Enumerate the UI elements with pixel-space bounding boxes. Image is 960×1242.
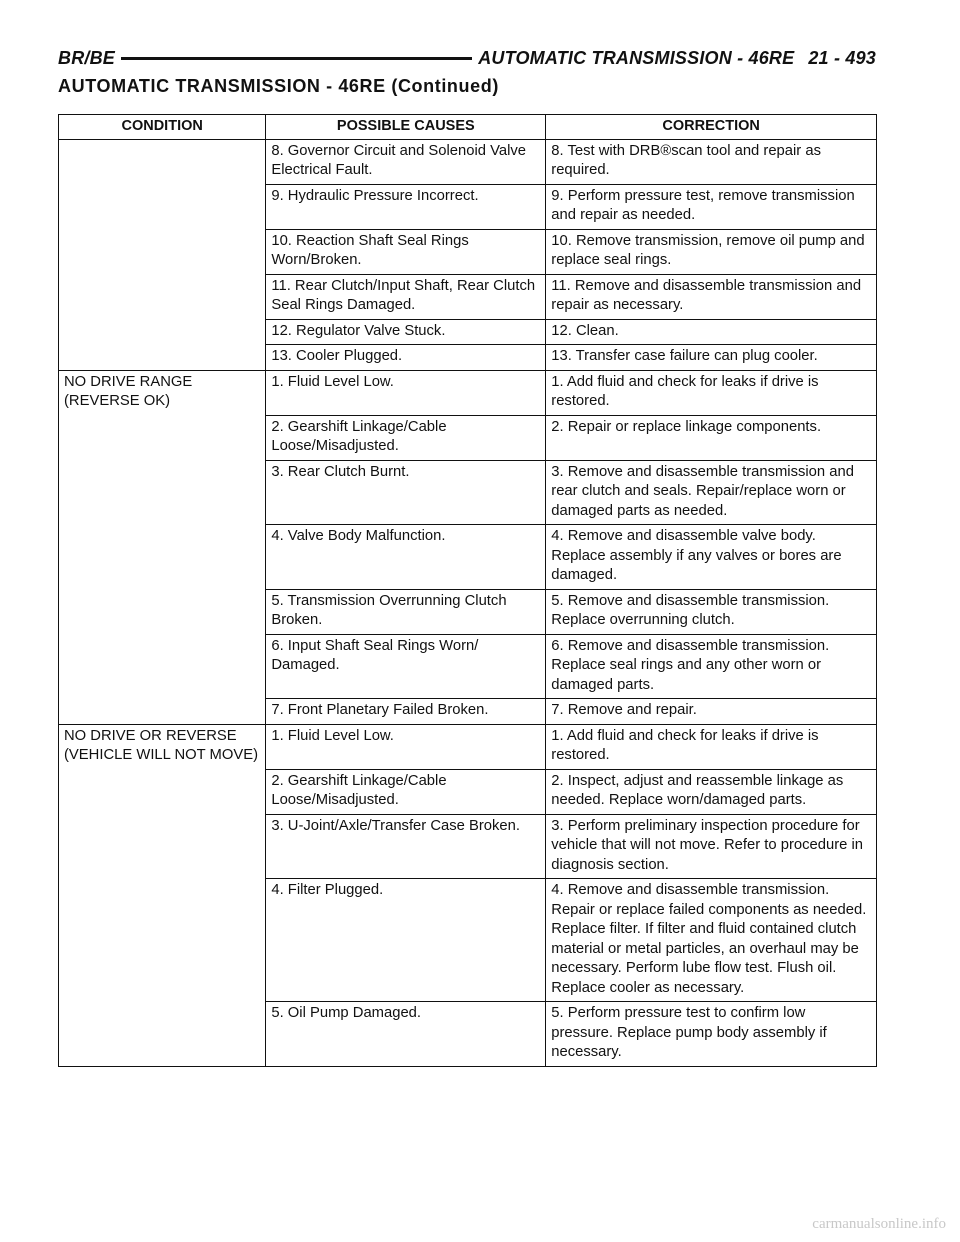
diagnosis-table (58, 114, 877, 1067)
correction-cell: 10. Remove transmission, remove oil pump and replace seal rings. (546, 229, 877, 274)
correction-cell: 5. Perform pressure test to confirm low pressure. Replace pump body assembly if necessary. (546, 1002, 877, 1067)
header-title: AUTOMATIC TRANSMISSION - 46RE (478, 47, 795, 68)
possible-cause-cell: 3. Rear Clutch Burnt. (266, 460, 546, 525)
correction-cell: 6. Remove and disassemble transmission. Replace seal rings and any other worn or damaged parts. (546, 634, 877, 699)
possible-cause-cell: 12. Regulator Valve Stuck. (266, 319, 546, 345)
possible-cause-cell: 1. Fluid Level Low. (266, 370, 546, 415)
correction-cell: 1. Add fluid and check for leaks if drive is restored. (546, 370, 877, 415)
column-header-possible-causes: POSSIBLE CAUSES (266, 115, 546, 140)
condition-cell (59, 139, 266, 370)
correction-cell: 2. Repair or replace linkage components. (546, 415, 877, 460)
correction-cell: 3. Perform preliminary inspection procedure for vehicle that will not move. Refer to procedure in diagnosis section. (546, 814, 877, 879)
possible-cause-cell: 5. Transmission Overrunning Clutch Broken. (266, 589, 546, 634)
header-right (478, 48, 876, 69)
page-header (58, 46, 876, 70)
possible-cause-cell: 3. U-Joint/Axle/Transfer Case Broken. (266, 814, 546, 879)
correction-cell: 9. Perform pressure test, remove transmission and repair as needed. (546, 184, 877, 229)
possible-cause-cell: 4. Filter Plugged. (266, 879, 546, 1002)
correction-cell: 1. Add fluid and check for leaks if drive is restored. (546, 724, 877, 769)
possible-cause-cell: 4. Valve Body Malfunction. (266, 525, 546, 590)
correction-cell: 7. Remove and repair. (546, 699, 877, 725)
possible-cause-cell: 6. Input Shaft Seal Rings Worn/ Damaged. (266, 634, 546, 699)
correction-cell: 8. Test with DRB®scan tool and repair as required. (546, 139, 877, 184)
condition-cell: NO DRIVE RANGE (REVERSE OK) (59, 370, 266, 724)
watermark: carmanualsonline.info (812, 1216, 946, 1232)
possible-cause-cell: 7. Front Planetary Failed Broken. (266, 699, 546, 725)
table-row (59, 370, 877, 415)
possible-cause-cell: 8. Governor Circuit and Solenoid Valve Electrical Fault. (266, 139, 546, 184)
correction-cell: 4. Remove and disassemble transmission. Repair or replace failed components as needed. Replace filter. If filter and fluid contained clutch material or metal particles, an overhaul may be necessary. Perform lube flow test. Flush oil. Replace cooler as necessary. (546, 879, 877, 1002)
correction-cell: 3. Remove and disassemble transmission and rear clutch and seals. Repair/replace worn or damaged parts as needed. (546, 460, 877, 525)
possible-cause-cell: 13. Cooler Plugged. (266, 345, 546, 371)
table-row (59, 139, 877, 184)
condition-cell: NO DRIVE OR REVERSE (VEHICLE WILL NOT MOVE) (59, 724, 266, 1066)
possible-cause-cell: 9. Hydraulic Pressure Incorrect. (266, 184, 546, 229)
column-header-condition: CONDITION (59, 115, 266, 140)
table-body (59, 139, 877, 1066)
possible-cause-cell: 2. Gearshift Linkage/Cable Loose/Misadjusted. (266, 769, 546, 814)
possible-cause-cell: 5. Oil Pump Damaged. (266, 1002, 546, 1067)
header-model: BR/BE (58, 47, 116, 68)
possible-cause-cell: 2. Gearshift Linkage/Cable Loose/Misadjusted. (266, 415, 546, 460)
correction-cell: 4. Remove and disassemble valve body. Replace assembly if any valves or bores are damaged. (546, 525, 877, 590)
section-subtitle: AUTOMATIC TRANSMISSION - 46RE (Continued) (58, 76, 499, 96)
header-page-number: 21 - 493 (808, 47, 876, 68)
correction-cell: 2. Inspect, adjust and reassemble linkage as needed. Replace worn/damaged parts. (546, 769, 877, 814)
possible-cause-cell: 11. Rear Clutch/Input Shaft, Rear Clutch Seal Rings Damaged. (266, 274, 546, 319)
column-header-correction: CORRECTION (546, 115, 877, 140)
possible-cause-cell: 10. Reaction Shaft Seal Rings Worn/Broken. (266, 229, 546, 274)
header-rule (121, 57, 472, 60)
correction-cell: 12. Clean. (546, 319, 877, 345)
correction-cell: 13. Transfer case failure can plug cooler. (546, 345, 877, 371)
table-header-row (59, 115, 877, 140)
possible-cause-cell: 1. Fluid Level Low. (266, 724, 546, 769)
table-row (59, 724, 877, 769)
correction-cell: 11. Remove and disassemble transmission and repair as necessary. (546, 274, 877, 319)
correction-cell: 5. Remove and disassemble transmission. Replace overrunning clutch. (546, 589, 877, 634)
